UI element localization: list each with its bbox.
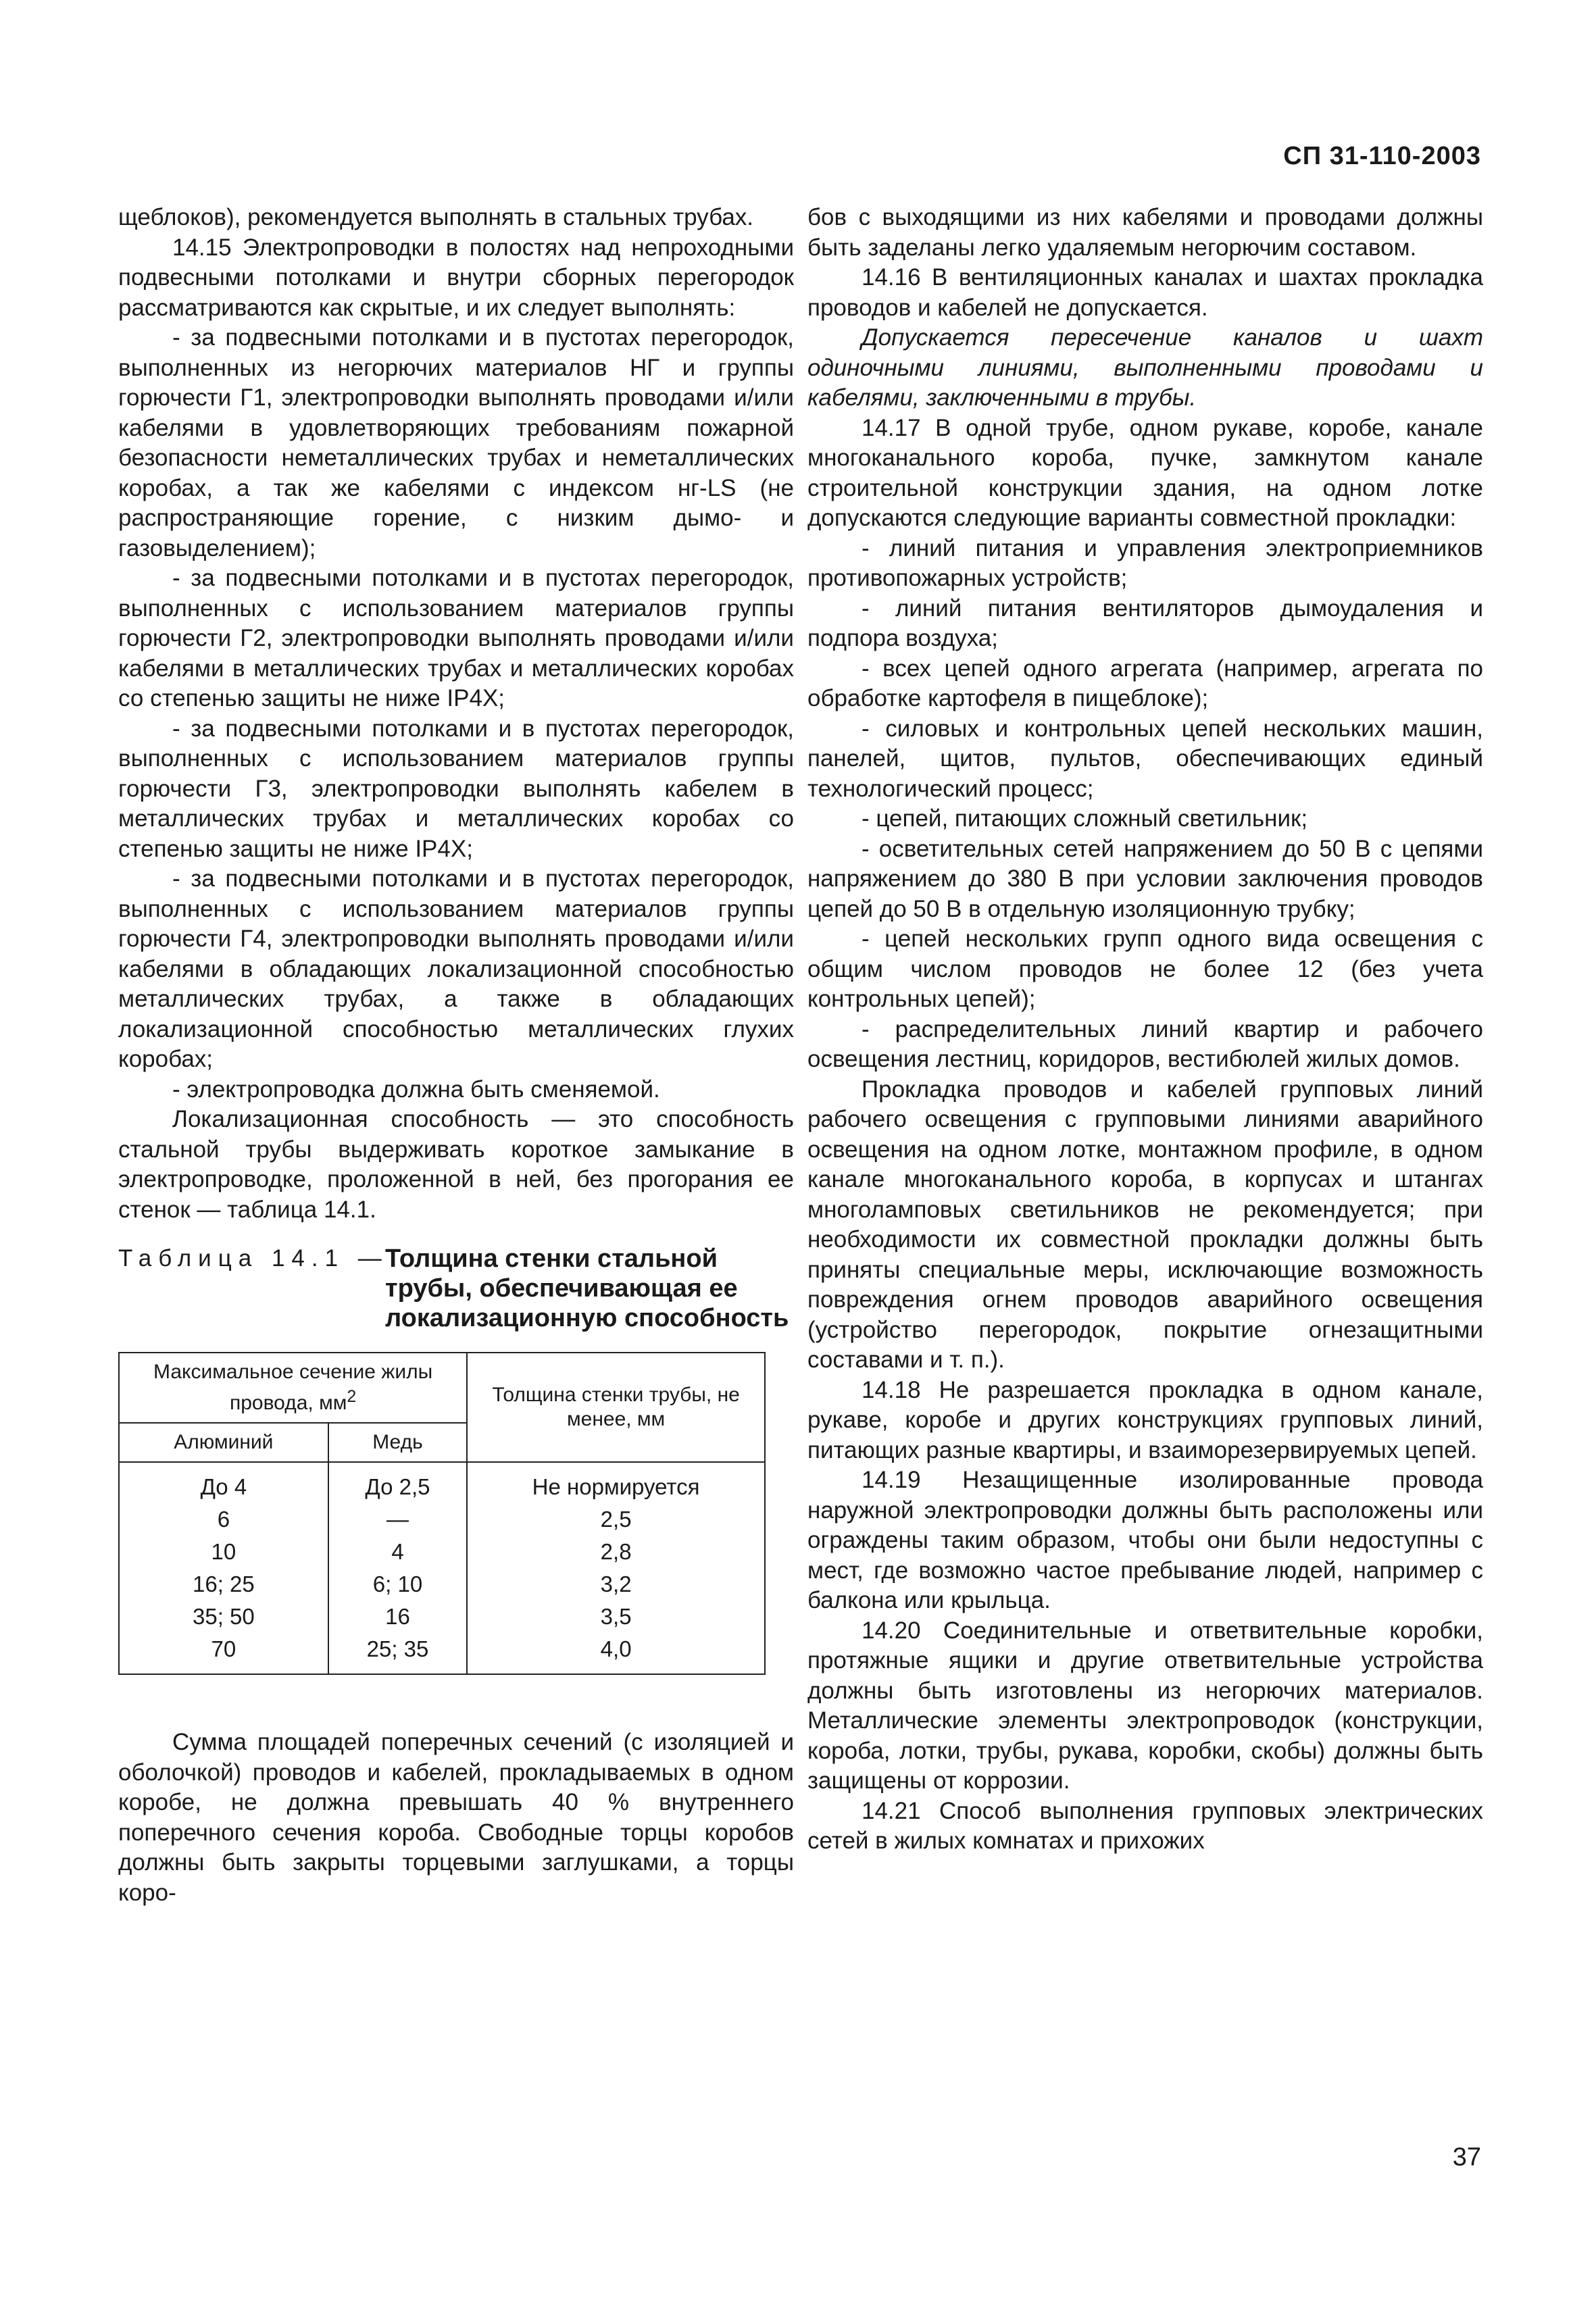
paragraph-14-21: 14.21 Способ выполнения групповых электрических сетей в жилых комнатах и прихожих (807, 1797, 1483, 1854)
paragraph-14-20: 14.20 Соединительные и ответвительные коробки, протяжные ящики и другие ответвительные устройства должны быть изготовлены из негорючих материалов. Металлические элементы электропроводок (конструкции, короба, лотки, трубы, рукава, коробки, скобы) должны быть защищены от коррозии. (807, 1617, 1483, 1794)
cell-thickness: 3,2 (467, 1568, 765, 1601)
table-row (119, 1462, 765, 1503)
list-item: - электропроводка должна быть сменяемой. (172, 1076, 660, 1103)
table-row (119, 1633, 765, 1674)
list-item: - всех цепей одного агрегата (например, агрегата по обработке картофеля в пищеблоке); (807, 655, 1483, 711)
paragraph: щеблоков), рекомендуется выполнять в стальных трубах. (118, 204, 754, 230)
list-item: - за подвесными потолками и в пустотах перегородок, выполненных с использованием материалов группы горючести Г4, электропроводки выполнять проводами и/или кабелями в обладающих локализационной способностью металлических трубах, а также в обладающих локализационной способностью металлических глухих коробах; (118, 865, 794, 1072)
page-number: 37 (1452, 2143, 1481, 2171)
cell-copper: 25; 35 (328, 1633, 467, 1674)
cell-copper: 4 (328, 1536, 467, 1568)
wall-thickness-table (118, 1352, 766, 1675)
cell-aluminium: 70 (119, 1633, 328, 1674)
cell-copper: До 2,5 (328, 1462, 467, 1503)
list-item: - за подвесными потолками и в пустотах перегородок, выполненных с использованием материалов группы горючести Г2, электропроводки выполнять проводами и/или кабелями в металлических трубах и металлических коробах со степенью защиты не ниже IP4X; (118, 565, 794, 711)
cell-copper: 6; 10 (328, 1568, 467, 1601)
cell-aluminium: До 4 (119, 1462, 328, 1503)
list-item: - за подвесными потолками и в пустотах перегородок, выполненных с использованием материалов группы горючести Г3, электропроводки выполнять кабелем в металлических трубах и металлических коробах со степенью защиты не ниже IP4X; (118, 715, 794, 862)
list-item: - за подвесными потолками и в пустотах перегородок, выполненных из негорючих материалов НГ и группы горючести Г1, электропроводки выполнять проводами и/или кабелями в удовлетворяющих требованиям пожарной безопасности неметаллических трубах и неметаллических коробах, а так же кабелями с индексом нг-LS (не распространяющие горение, с низким дымо- и газовыделением); (118, 324, 794, 561)
table-header-copper: Медь (328, 1423, 467, 1462)
list-item: - линий питания вентиляторов дымоудаления и подпора воздуха; (807, 595, 1483, 651)
cell-aluminium: 16; 25 (119, 1568, 328, 1601)
paragraph-14-15: 14.15 Электропроводки в полостях над непроходными подвесными потолками и внутри сборных перегородок рассматриваются как скрытые, и их следует выполнять: (118, 234, 794, 321)
table-row (119, 1503, 765, 1536)
cell-copper: 16 (328, 1601, 467, 1633)
paragraph-14-16: 14.16 В вентиляционных каналах и шахтах прокладка проводов и кабелей не допускается. (807, 264, 1483, 321)
list-item: - силовых и контрольных цепей нескольких машин, панелей, щитов, пультов, обеспечивающих единый технологический процесс; (807, 715, 1483, 802)
cell-thickness: 2,5 (467, 1503, 765, 1536)
paragraph-14-18: 14.18 Не разрешается прокладка в одном канале, рукаве, коробе и других конструкциях групповых линий, питающих разные квартиры, и взаиморезервируемых цепей. (807, 1376, 1483, 1463)
table-header-cross-section: Максимальное сечение жилы провода, $мм^2$ (119, 1353, 467, 1423)
table-header-thickness: Толщина стенки трубы, не менее, мм (467, 1353, 765, 1462)
left-column (118, 203, 794, 1908)
table-row (119, 1536, 765, 1568)
list-item: - цепей нескольких групп одного вида освещения с общим числом проводов не более 12 (без учета контрольных цепей); (807, 926, 1483, 1012)
cell-aluminium: 10 (119, 1536, 328, 1568)
table-caption (118, 1244, 794, 1333)
table-caption-label: Таблица 14.1 — (118, 1245, 389, 1272)
right-column (807, 203, 1483, 1857)
table-caption-title: Толщина стенки стальной трубы, обеспечивающая ее локализационную способность (385, 1244, 789, 1332)
paragraph: Прокладка проводов и кабелей групповых линий рабочего освещения с групповыми линиями аварийного освещения на одном лотке, монтажном профиле, в одном канале многоканального короба, в корпусах и штангах многоламповых светильников не рекомендуется; при необходимости их совместной прокладки должны быть приняты специальные меры, исключающие возможность повреждения огнем проводов аварийного освещения (устройство перегородок, покрытие огнезащитными составами и т. п.). (807, 1076, 1483, 1373)
cell-thickness: 2,8 (467, 1536, 765, 1568)
table-row (119, 1601, 765, 1633)
paragraph-definition: Локализационная способность — это способность стальной трубы выдерживать короткое замыкание в электропроводке, проложенной в ней, без прогорания ее стенок — таблица 14.1. (118, 1106, 794, 1223)
paragraph-14-19: 14.19 Незащищенные изолированные провода наружной электропроводки должны быть расположены или ограждены таким образом, чтобы они были недоступны с мест, где возможно частое пребывание людей, например с балкона или крыльца. (807, 1467, 1483, 1613)
document-code: СП 31-110-2003 (1283, 142, 1481, 170)
list-item: - распределительных линий квартир и рабочего освещения лестниц, коридоров, вестибюлей жилых домов. (807, 1015, 1483, 1072)
cell-thickness: 3,5 (467, 1601, 765, 1633)
cell-thickness: 4,0 (467, 1633, 765, 1674)
paragraph: Сумма площадей поперечных сечений (с изоляцией и оболочкой) проводов и кабелей, прокладываемых в одном коробе, не должна превышать 40 % внутреннего поперечного сечения короба. Свободные торцы коробов должны быть закрыты торцевыми заглушками, а торцы коро- (118, 1729, 794, 1906)
cell-aluminium: 6 (119, 1503, 328, 1536)
list-item: - цепей, питающих сложный светильник; (862, 805, 1308, 832)
paragraph-14-17: 14.17 В одной трубе, одном рукаве, коробе, канале многоканального короба, пучке, замкнутом канале строительной конструкции здания, на одном лотке допускаются следующие варианты совместной прокладки: (807, 414, 1483, 531)
list-item: - осветительных сетей напряжением до 50 В с цепями напряжением до 380 В при условии заключения проводов цепей до 50 В в отдельную изоляционную трубку; (807, 835, 1483, 922)
cell-aluminium: 35; 50 (119, 1601, 328, 1633)
list-item: - линий питания и управления электроприемников противопожарных устройств; (807, 534, 1483, 591)
table-row (119, 1568, 765, 1601)
paragraph: бов с выходящими из них кабелями и проводами должны быть заделаны легко удаляемым негорючим составом. (807, 204, 1483, 261)
paragraph: Допускается пересечение каналов и шахт одиночными линиями, выполненными проводами и кабелями, заключенными в трубы. (807, 324, 1483, 411)
cell-thickness: Не нормируется (467, 1462, 765, 1503)
cell-copper: — (328, 1503, 467, 1536)
table-header-aluminium: Алюминий (119, 1423, 328, 1462)
